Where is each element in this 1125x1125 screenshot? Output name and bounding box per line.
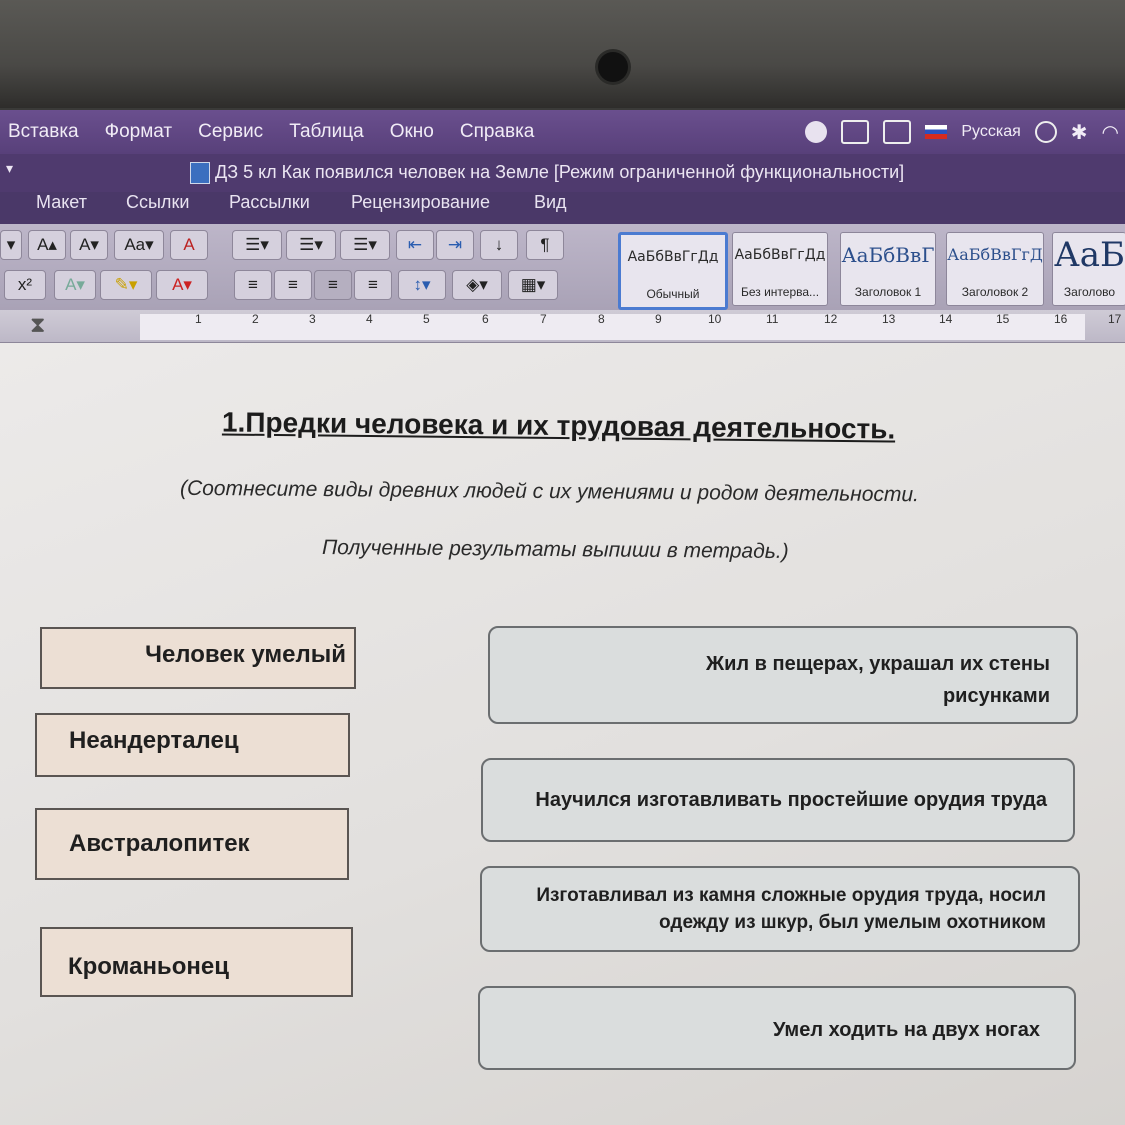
mac-menubar xyxy=(0,110,1125,154)
ruler-tick: 9 xyxy=(655,312,662,326)
ruler-tick: 11 xyxy=(766,312,779,326)
decrease-indent-button[interactable]: ⇤ xyxy=(396,230,434,260)
show-marks-button[interactable]: ¶ xyxy=(526,230,564,260)
multilevel-list-button[interactable]: ☰▾ xyxy=(340,230,390,260)
ruler-tick: 14 xyxy=(939,312,953,326)
highlight-button[interactable]: ✎▾ xyxy=(100,270,152,300)
dropdown-arrow-icon[interactable]: ▾ xyxy=(0,230,22,260)
instruction-line-1: (Соотнесите виды древних людей с их умениями и родом деятельности. xyxy=(179,476,920,507)
ruler-tick: 3 xyxy=(309,312,316,326)
window-titlebar xyxy=(0,154,1125,192)
line-spacing-button[interactable]: ↕▾ xyxy=(398,270,446,300)
bluetooth-icon[interactable]: ✱ xyxy=(1070,121,1088,144)
ruler-tick: 12 xyxy=(824,312,838,326)
ancestor-box-neanderthal[interactable] xyxy=(35,713,350,777)
skill-text-line: одежду из шкур, был умелым охотником xyxy=(659,912,1046,933)
ancestor-label: Австралопитек xyxy=(69,830,250,857)
ancestor-box-australopithecus[interactable] xyxy=(35,808,349,880)
menu-tools[interactable]: Сервис xyxy=(198,121,264,142)
style-normal[interactable]: АаБбВвГгДд Обычный xyxy=(618,232,728,310)
display-icon[interactable] xyxy=(841,120,869,144)
skill-box-caves[interactable] xyxy=(488,626,1078,724)
ruler-tick: 7 xyxy=(540,312,547,326)
ruler-tick: 13 xyxy=(882,312,896,326)
tab-mailings[interactable]: Рассылки xyxy=(229,192,310,212)
ancestor-label: Неандерталец xyxy=(69,727,239,754)
monitor-bezel xyxy=(0,0,1125,108)
skill-text-line: рисунками xyxy=(942,685,1050,707)
document-heading: 1.Предки человека и их трудовая деятельность. xyxy=(221,406,896,445)
ribbon-tabs xyxy=(0,192,1125,224)
tab-references[interactable]: Ссылки xyxy=(126,192,190,212)
align-left-button[interactable]: ≡ xyxy=(234,270,272,300)
menu-help[interactable]: Справка xyxy=(459,121,535,142)
borders-button[interactable]: ▦▾ xyxy=(508,270,558,300)
skill-text-line: Изготавливал из камня сложные орудия труда, носил xyxy=(536,885,1046,906)
russian-flag-icon[interactable] xyxy=(925,125,947,139)
ancestor-box-cro-magnon[interactable] xyxy=(40,927,353,997)
instruction-line-2: Полученные результаты выпиши в тетрадь.) xyxy=(321,535,789,564)
ancestor-label: Кроманьонец xyxy=(68,953,229,980)
clear-formatting-button[interactable]: A xyxy=(170,230,208,260)
style-no-spacing[interactable]: АаБбВвГгДд Без интерва... xyxy=(732,232,828,306)
sort-button[interactable]: ↓ xyxy=(480,230,518,260)
horizontal-ruler xyxy=(0,310,1125,343)
tab-view[interactable]: Вид xyxy=(534,192,567,212)
ruler-tick: 15 xyxy=(996,312,1010,326)
align-right-button[interactable]: ≡ xyxy=(314,270,352,300)
ruler-tick: 8 xyxy=(598,312,605,326)
keyboard-icon[interactable] xyxy=(883,120,911,144)
style-heading-1[interactable]: АаБбВвГ Заголовок 1 xyxy=(840,232,936,306)
skill-box-bipedal[interactable] xyxy=(478,986,1076,1070)
menu-table[interactable]: Таблица xyxy=(289,121,364,142)
window-title: ДЗ 5 кл Как появился человек на Земле [Режим ограниченной функциональности] xyxy=(215,162,905,182)
ancestor-label: Человек умелый xyxy=(145,641,346,668)
text-effects-button[interactable]: A▾ xyxy=(54,270,96,300)
increase-indent-button[interactable]: ⇥ xyxy=(436,230,474,260)
input-language[interactable]: Русская xyxy=(961,123,1021,140)
font-color-button[interactable]: A▾ xyxy=(156,270,208,300)
ruler-tick: 4 xyxy=(366,312,373,326)
ruler-tick: 6 xyxy=(482,312,489,326)
grow-font-button[interactable]: A▴ xyxy=(28,230,66,260)
skill-text-line: Умел ходить на двух ногах xyxy=(772,1019,1040,1041)
bullets-button[interactable]: ☰▾ xyxy=(232,230,282,260)
ribbon-collapse-icon[interactable]: ▾ xyxy=(6,160,14,176)
webcam xyxy=(598,52,628,82)
menu-window[interactable]: Окно xyxy=(389,121,434,142)
ribbon-toolbar xyxy=(0,224,1125,310)
ruler-tick: 16 xyxy=(1054,312,1068,326)
word-document-icon xyxy=(190,162,210,184)
style-heading-2[interactable]: АаБбВвГгД Заголовок 2 xyxy=(946,232,1044,306)
wifi-icon[interactable]: ◠ xyxy=(1101,121,1119,144)
align-center-button[interactable]: ≡ xyxy=(274,270,312,300)
numbering-button[interactable]: ☰▾ xyxy=(286,230,336,260)
tab-layout[interactable]: Макет xyxy=(36,192,87,212)
justify-button[interactable]: ≡ xyxy=(354,270,392,300)
skill-box-complex-tools[interactable] xyxy=(480,866,1080,952)
style-title[interactable]: АаБ Заголово xyxy=(1052,232,1125,306)
indent-marker-icon[interactable]: ⧗ xyxy=(30,312,46,337)
ruler-tick: 17 xyxy=(1108,312,1122,326)
skill-box-simple-tools[interactable] xyxy=(481,758,1075,842)
skill-text-line: Жил в пещерах, украшал их стены xyxy=(706,653,1050,675)
skill-text-line: Научился изготавливать простейшие орудия труда xyxy=(535,789,1047,811)
shrink-font-button[interactable]: A▾ xyxy=(70,230,108,260)
ruler-tick: 1 xyxy=(195,312,202,326)
ruler-tick: 10 xyxy=(708,312,722,326)
menu-insert[interactable]: Вставка xyxy=(8,121,79,142)
superscript-button[interactable]: x² xyxy=(4,270,46,300)
ruler-tick: 5 xyxy=(423,312,430,326)
status-check-icon[interactable] xyxy=(805,121,827,143)
tab-review[interactable]: Рецензирование xyxy=(351,192,490,212)
time-machine-icon[interactable] xyxy=(1035,121,1057,143)
change-case-button[interactable]: Aa▾ xyxy=(114,230,164,260)
shading-button[interactable]: ◈▾ xyxy=(452,270,502,300)
ancestor-box-homo-habilis[interactable] xyxy=(40,627,356,689)
menu-format[interactable]: Формат xyxy=(104,121,173,142)
ruler-tick: 2 xyxy=(252,312,259,326)
